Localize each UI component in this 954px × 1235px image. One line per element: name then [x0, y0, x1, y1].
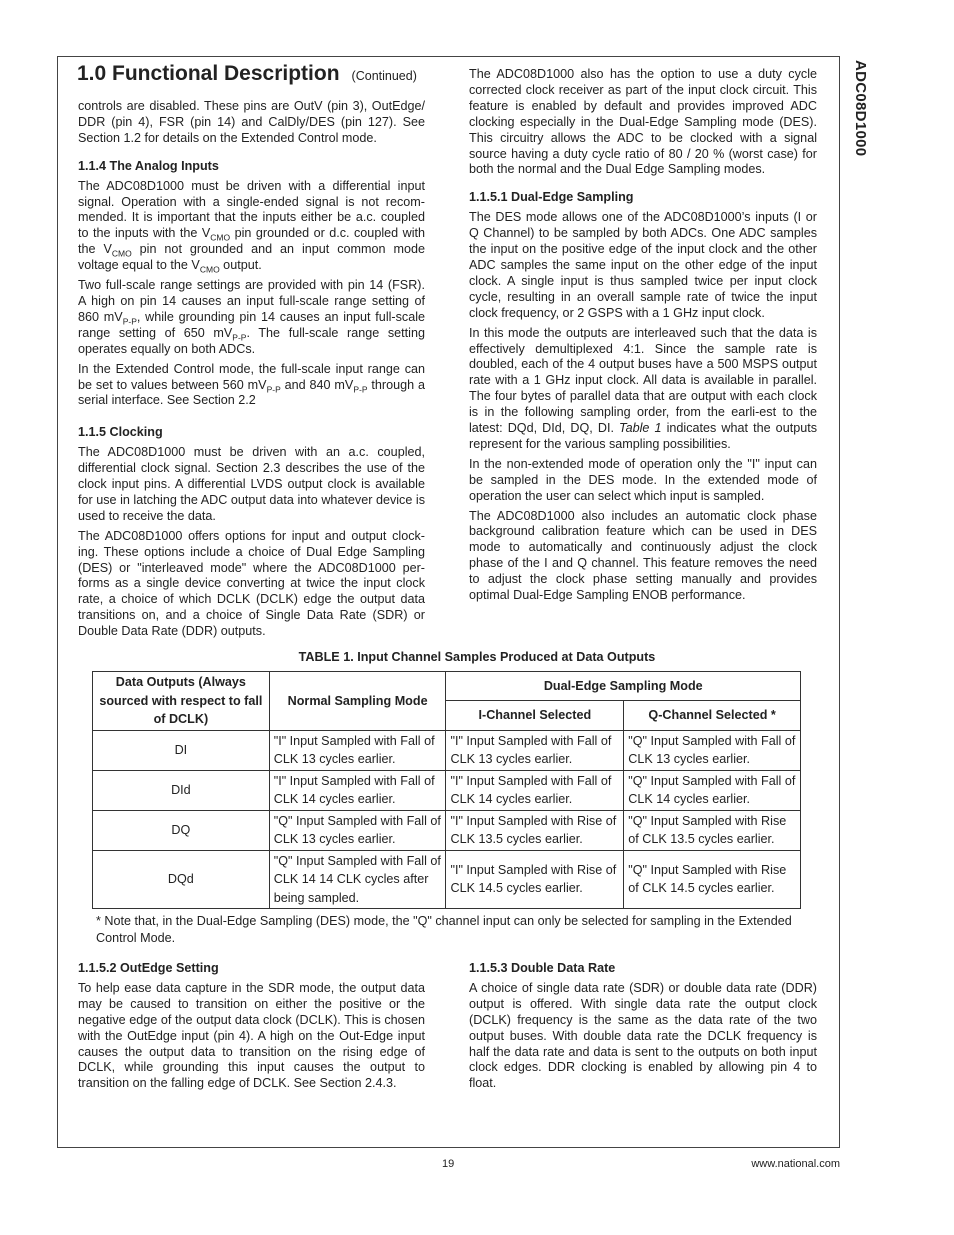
heading-double-data-rate: 1.1.5.3 Double Data Rate — [469, 961, 616, 975]
heading-analog-inputs: 1.1.4 The Analog Inputs — [78, 158, 219, 173]
left-column — [78, 99, 425, 644]
paragraph: controls are disabled. These pins are OutV (pin 3), OutEdge/ DDR (pin 4), FSR (pin 14) and CalDly/DES (pin 127). See Section 1.2 for details on the Extended Control mode. — [78, 99, 425, 145]
cell-q-channel: "Q" Input Sampled with Rise of CLK 14.5 cycles earlier. — [624, 850, 801, 909]
table-reference: Table 1 — [619, 421, 662, 436]
data-table — [92, 671, 801, 909]
cell-i-channel: "I" Input Sampled with Fall of CLK 13 cycles earlier. — [446, 730, 624, 770]
paragraph-des-2: In this mode the outputs are interleaved such that the data is effectively demultiplexed 4:1. Since the sample rate is doubled, each of the 4 output buses have a 500 MSPS output rate with a 1 GHz input clock. All data is available in parallel. The four bytes of parallel data that are output with each clock is in the following sampling order, from the earli-est to the latest: DQd, DId, DQ, DI. Table 1 indicates what the outputs represent for the various sampling possibilities. — [469, 325, 817, 451]
paragraph-analog-3: In the Extended Control mode, the full-scale input range can be set to values between 560 $mV_{P-P}$ and 840 $mV_{P-P}$ through a serial interface. See Section 2.2 — [78, 361, 425, 408]
cell-q-channel: "Q" Input Sampled with Fall of CLK 13 cycles earlier. — [624, 730, 801, 770]
header-data-outputs: Data Outputs (Always sourced with respect to fall of DCLK) — [93, 672, 270, 731]
right-column — [469, 67, 817, 608]
heading-outedge-setting: 1.1.5.2 OutEdge Setting — [78, 961, 219, 975]
paragraph-des-4: The ADC08D1000 also includes an automatic clock phase background calibration feature which can be used in DES mode to automatically and continuously adjust the clock phase of the I and Q channel. This feature removes the need to adjust the clock phase setting manually and provides optimal Dual-Edge Sampling ENOB performance. — [469, 508, 817, 603]
continued-label: (Continued) — [351, 69, 417, 83]
header-i-channel: I-Channel Selected — [446, 701, 624, 730]
cell-i-channel: "I" Input Sampled with Fall of CLK 14 cycles earlier. — [446, 770, 624, 810]
cell-normal: "Q" Input Sampled with Fall of CLK 14 14 CLK cycles after being sampled. — [269, 850, 446, 909]
cell-output: DId — [93, 770, 270, 810]
outedge-section — [78, 961, 425, 1096]
paragraph-ddr: A choice of single data rate (SDR) or double data rate (DDR) output is offered. With single data rate the output clock (DCLK) frequency is the same as the data rate of the two output buses. With double data rate the DCLK frequency is half the data rate and data is sent to the outputs on both input clock edges. DDR clocking is enabled by allowing pin 4 to float. — [469, 980, 817, 1091]
paragraph-analog-2: Two full-scale range settings are provided with pin 14 (FSR). A high on pin 14 causes an input full-scale range setting of 860 $mV_{P-P}$, while grounding pin 14 causes an input full-scale range setting of 650 $mV_{P-P}$. The full-scale range setting operates equally on both ADCs. — [78, 278, 426, 356]
cell-q-channel: "Q" Input Sampled with Rise of CLK 13.5 cycles earlier. — [624, 810, 801, 850]
cell-i-channel: "I" Input Sampled with Rise of CLK 13.5 cycles earlier. — [446, 810, 624, 850]
paragraph-outedge: To help ease data capture in the SDR mode, the output data may be caused to transition on either the positive or the negative edge of the output data clock (DCLK). This is chosen with the OutEdge input (pin 4). A high on the Out-Edge input causes the output data to transition on the rising edge of DCLK, while grounding this input causes the output to transition on the falling edge of DCLK. See Section 2.4.3. — [78, 980, 425, 1091]
paragraph-analog-1: The ADC08D1000 must be driven with a differential input signal. Operation with a single-ended signal is not recom-mended. It is important that the inputs either be a.c. coupled to the inputs with the $V_{CMO}$ pin grounded or d.c. coupled with the $V_{CMO}$ pin not grounded and an input common mode voltage equal to the $V_{CMO}$ output. — [78, 178, 426, 275]
table-row — [93, 850, 801, 909]
cell-output: DQ — [93, 810, 270, 850]
section-title — [77, 62, 417, 86]
header-q-channel: Q-Channel Selected * — [624, 701, 801, 730]
paragraph-des-1: The DES mode allows one of the ADC08D1000’s inputs (I or Q Channel) to be sampled by both ADCs. One ADC samples the input on the positive edge of the input clock and the other ADC samples the same input on the other edge of the input clock. A single input is thus sampled twice per input clock cycle, resulting in an overall sample rate of twice the input clock frequency, or 2 GSPS with a 1 GHz input clock. — [469, 210, 817, 320]
cell-output: DI — [93, 730, 270, 770]
section-title-text: 1.0 Functional Description — [77, 62, 340, 85]
heading-dual-edge-sampling: 1.1.5.1 Dual-Edge Sampling — [469, 190, 634, 205]
paragraph-clocking-1: The ADC08D1000 must be driven with an a.c. coupled, differential clock signal. Section 2.3 describes the use of the clock input pins. A differential LVDS output clock is available for use in latching the ADC output data into whatever device is used to receive the data. — [78, 445, 425, 523]
paragraph-clocking-2: The ADC08D1000 offers options for input and output clock-ing. These options include a choice of Dual Edge Sampling (DES) or "interleaved mode" where the ADC08D1000 per-forms as a single device converting at twice the input clock rate, a choice of which DCLK (DCLK) edge the output data transitions on, and a choice of Single Data Rate (SDR) or Double Data Rate (DDR) outputs. — [78, 528, 425, 639]
cell-normal: "I" Input Sampled with Fall of CLK 14 cycles earlier. — [269, 770, 446, 810]
table-row — [93, 810, 801, 850]
heading-clocking: 1.1.5 Clocking — [78, 425, 163, 440]
cell-output: DQd — [93, 850, 270, 909]
cell-i-channel: "I" Input Sampled with Rise of CLK 14.5 cycles earlier. — [446, 850, 624, 909]
table-note: * Note that, in the Dual-Edge Sampling (DES) mode, the "Q" channel input can only be selected for sampling in the Extended Control Mode. — [96, 914, 792, 945]
cell-normal: "I" Input Sampled with Fall of CLK 13 cycles earlier. — [269, 730, 446, 770]
cell-q-channel: "Q" Input Sampled with Fall of CLK 14 cycles earlier. — [624, 770, 801, 810]
ddr-section — [469, 961, 817, 1096]
footer-url: www.national.com — [751, 1158, 840, 1170]
table-caption: TABLE 1. Input Channel Samples Produced at Data Outputs — [298, 650, 656, 664]
table-row — [93, 730, 801, 770]
cell-normal: "Q" Input Sampled with Fall of CLK 13 cycles earlier. — [269, 810, 446, 850]
page-number: 19 — [442, 1158, 455, 1170]
paragraph: The ADC08D1000 also has the option to use a duty cycle corrected clock receiver as part of the input clock circuit. This feature is enabled by default and provides improved ADC clocking especially in the Dual-Edge Sampling mode (DES). This circuitry allows the ADC to be clocked with a signal source having a duty cycle ratio of 80 / 20 % (worst case) for both the normal and the Dual Edge Sampling modes. — [469, 67, 817, 177]
table-row — [93, 770, 801, 810]
paragraph-des-3: In the non-extended mode of operation only the "I" input can be sampled in the DES mode. In the extended mode of operation the user can select which input is sampled. — [469, 456, 817, 503]
header-des-mode: Dual-Edge Sampling Mode — [446, 672, 801, 701]
header-normal-mode: Normal Sampling Mode — [269, 672, 446, 731]
side-part-number: ADC08D1000 — [852, 60, 869, 157]
